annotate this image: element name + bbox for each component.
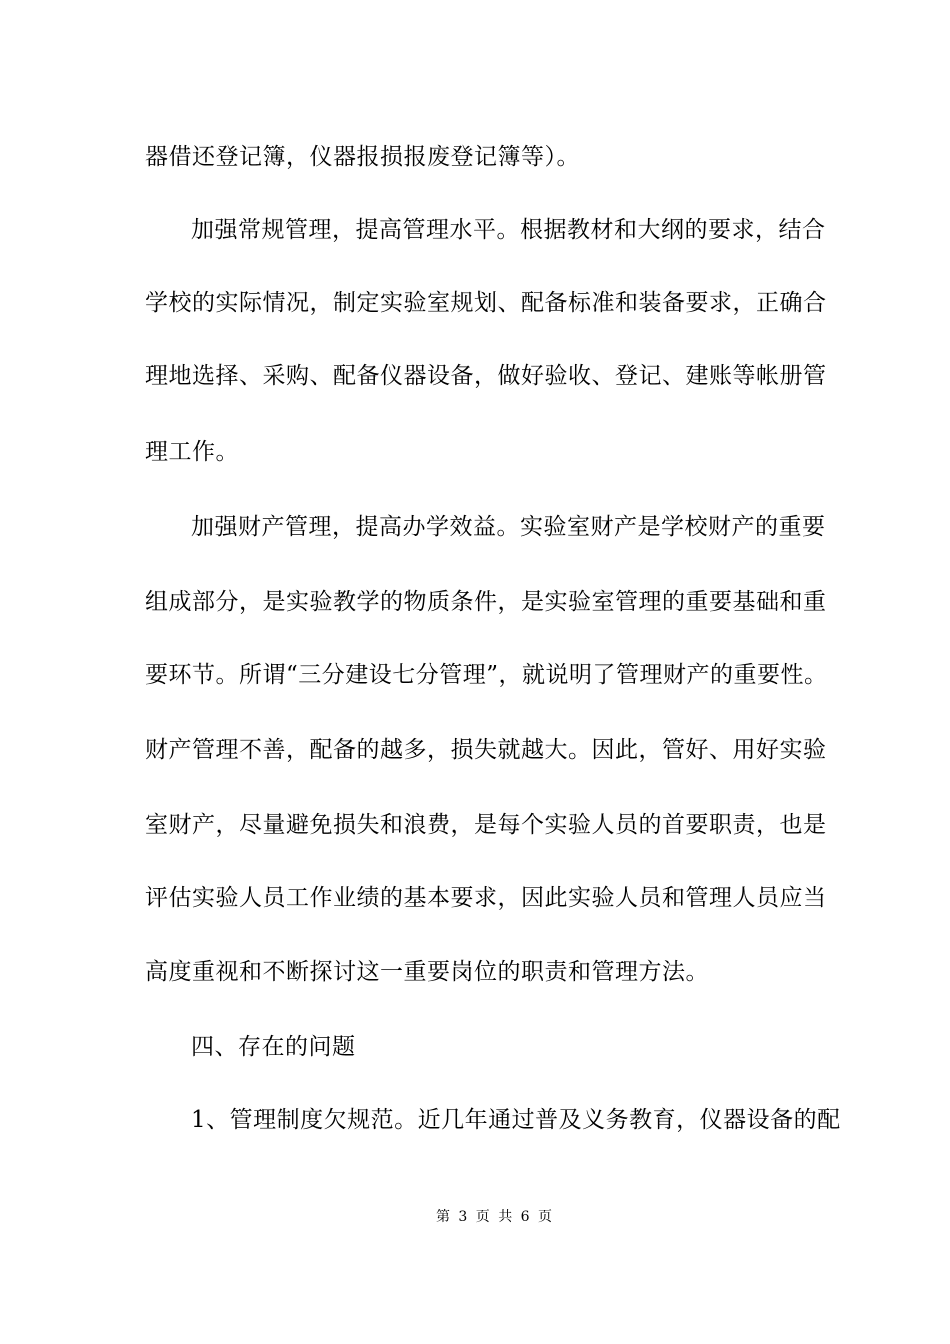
text-line-2: 加强常规管理，提高管理水平。根据教材和大纲的要求，结合 — [191, 217, 826, 243]
text-line-14: 1、管理制度欠规范。近几年通过普及义务教育，仪器设备的配 — [191, 1107, 841, 1133]
text-line-8: 要环节。所谓“三分建设七分管理”，就说明了管理财产的重要性。 — [145, 662, 828, 688]
text-line-12: 高度重视和不断探讨这一重要岗位的职责和管理方法。 — [145, 959, 709, 985]
text-line-9: 财产管理不善，配备的越多，损失就越大。因此，管好、用好实验 — [145, 737, 827, 763]
text-line-10: 室财产，尽量避免损失和浪费，是每个实验人员的首要职责，也是 — [145, 812, 827, 838]
text-line-1: 器借还登记簿，仪器报损报废登记簿等）。 — [145, 144, 580, 170]
text-line-3: 学校的实际情况，制定实验室规划、配备标准和装备要求，正确合 — [145, 290, 827, 316]
text-line-6: 加强财产管理，提高办学效益。实验室财产是学校财产的重要 — [191, 514, 826, 540]
text-line-11: 评估实验人员工作业绩的基本要求，因此实验人员和管理人员应当 — [145, 885, 827, 911]
text-line-4: 理地选择、采购、配备仪器设备，做好验收、登记、建账等帐册管 — [145, 363, 827, 389]
text-line-5: 理工作。 — [145, 439, 239, 465]
page-number-footer: 第 3 页 共 6 页 — [435, 1209, 555, 1225]
section-heading: 四、存在的问题 — [191, 1034, 356, 1060]
text-line-7: 组成部分，是实验教学的物质条件，是实验室管理的重要基础和重 — [145, 589, 827, 615]
